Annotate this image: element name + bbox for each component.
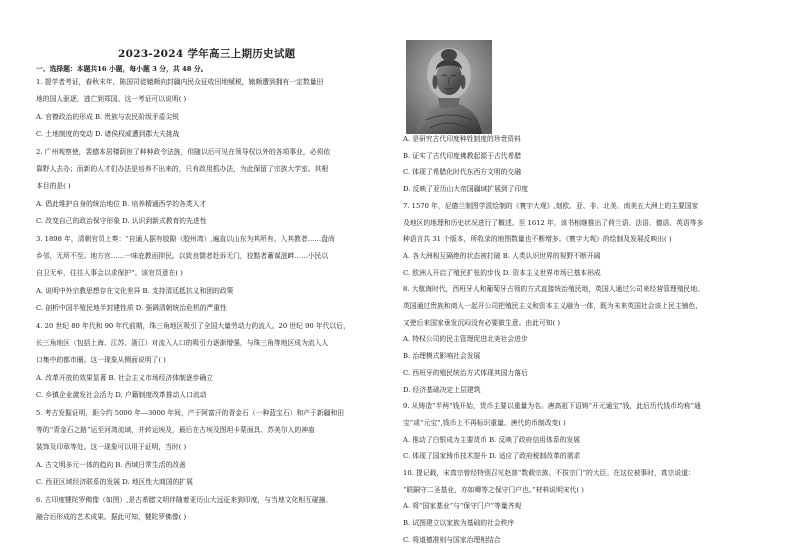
question-line: B. 试图建立以家族为基础的社会秩序 (403, 519, 515, 528)
question-line: 3. 1898 年，清朝官员上奏：“自通人据有胶隙（胶州湾）,遍直以山东为其所有。入其教者……盘尚 (36, 234, 335, 243)
question-line: C. 西班牙的殖民统治方式体现其国力落后 (403, 368, 528, 377)
question-line: A. 官僚政治的形成 B. 贵族与农民阶级矛盾尖锐 (36, 112, 180, 121)
question-line: 融合后形成的艺术成果。据此可知，犍陀罗佛像( ) (36, 513, 187, 521)
question-line: 靠野人去办；而新的人才们办法是培养不出来的，只有政用抓办法，为此保留了宗族大学室。其根 (36, 165, 329, 173)
question-line: D. 反映了亚历山大帝国疆域扩展到了印度 (403, 185, 529, 194)
question-line: 地的国人驱逐，逃亡到郑国。这一考证可以说明( ) (36, 95, 187, 104)
question-line: 6. 古印度犍陀罗佛像（如图）,是古希腊文明伴随着亚历山大远征来到印度，与当地文化相互碰撞、 (36, 495, 333, 504)
buddha-statue-image (406, 40, 492, 134)
question-line: A. 说明中外宗教思想存在文化差异 B. 支持清廷抵抗义和团的政策 (36, 286, 234, 295)
question-line: C. 乡镇企业激发社会活力 D. 户籍制度改革推动人口流动 (36, 391, 207, 400)
question-line: 英国通过贵族和商人一起开公司把殖民主义和资本主义融为一体，既为未来英国社会该上民主铺色， (403, 302, 703, 310)
question-line: 2. 广州观察使，裴德本居楼荫宦了种种政令法旌，但随以后可见在领导权以外的各项事业，必须依 (36, 147, 331, 156)
question-line: 10. 提记载，宋真宗曾经特别召见赵普“数载宗族、不拔宗门”的大臣。在这位被事时，真宗说道： (403, 469, 695, 477)
question-line: C. 剖析中国半殖民地半封建性质 D. 强调清朝统治危机的严重性 (36, 304, 227, 313)
question-line: D. 经济基础决定上层建筑 (403, 385, 481, 394)
question-line: A. 推动了白银成为主要货币 B. 反映了政府信用体系的发展 (403, 435, 581, 444)
question-line: 8. 大航海时代，西班牙人和葡萄牙占领的方式直接统治殖民地，英国人通过公司来经营管理殖民地。 (403, 285, 704, 294)
question-line: 5. 考古发掘证明，距今约 5000 年—3000 年间，产于阿富汗的青金石（一种蓝宝石）和产于新疆和田 (36, 408, 345, 417)
question-line: B. 治理模式影响社会发展 (403, 352, 481, 361)
question-line: 及地区的地理和历史状况进行了概述。至 1612 年，该书相继推出了荷兰语、法语、德语、英语等多 (403, 218, 704, 227)
question-line: 自卫无牟，往往人事会以求保护”。该官员意在( ) (36, 269, 183, 278)
question-line: C. 土地制度的变动 D. 诸侯权威遭到郡大夫挑战 (36, 130, 180, 139)
question-line: “联嗣守二圣基业，亦如卿等之保守门户也。”材料说明宋代( ) (403, 485, 584, 494)
question-line: A. 倡此维护自身的统治地位 B. 培养精通西学的各类人才 (36, 199, 207, 208)
question-line: C. 西亚区域经济联系的发展 D. 地区性大商国的扩展 (36, 478, 193, 487)
question-line: 又使后来国家垂发沉闷没有必要做生意。由此可知( ) (403, 318, 560, 327)
question-line: A. 改革开放的效果显著 B. 社会主义市场经济体制逐步确立 (36, 373, 214, 382)
question-line: 装饰及印章等处。这一现象可以用于证明，当时( ) (36, 443, 187, 452)
question-line: 种语言共 31 个版本，所收录的地图数量也不断增多。《寰宇大观》的绘制及发展反映出( ) (403, 235, 672, 244)
buddha-statue-icon (406, 40, 492, 134)
question-line: C. 改变自己的政治保守形象 D. 认识到新式教育的先进性 (36, 217, 207, 226)
question-line: 长三角地区（包括上海、江苏、浙江）对流入人口的吸引力逐渐增强，与珠三角等地区成为流入人 (36, 339, 329, 347)
question-line: A. 各大洲相互隔绝的状态被打破 B. 人类认识世界的视野不断开阔 (403, 251, 601, 260)
question-line: A. 特权公司的民主管理促进北美社会进步 (403, 335, 528, 344)
question-line: 本目的是( ) (36, 182, 71, 191)
question-line: 口集中的都市圈。这一现象从侧面说明了( ) (36, 356, 166, 365)
question-line: 等的“青金石之路”运至河湾流域，并转运埃及，最后在古埃及图坦卡蒙面具、苏美尔人的神庙 (36, 426, 315, 434)
question-line: A. 古文明多元一体的趋向 B. 西域日常生活的改善 (36, 460, 186, 469)
question-line: 7. 1570 年，尼德兰制图学派绘制的《寰宇大观》,刻欧、亚、非、北美、南美五大洲上的主要国家 (403, 201, 699, 210)
question-line: C. 将道德准则与国家治理相结合 (403, 535, 501, 544)
question-line: A. 将“国家基业”与“保守门户”等量齐观 (403, 502, 522, 511)
question-line: 宝”或“元宝”,钱币上不再标识重量。唐代的币制改变( ) (403, 418, 566, 427)
exam-title: 2023-2024 学年高三上期历史试题 (118, 48, 296, 60)
question-line: C. 体现了希腊化时代东西方文明的交融 (403, 168, 522, 177)
question-line: C. 欧洲人开启了殖民扩张的步伐 D. 资本主义世界市场已基本形成 (403, 268, 601, 277)
question-line: A. 是研究古代印度种姓制度的珍贵资料 (403, 135, 521, 143)
question-line: 9. 从铸造“半两”钱开始，货币主要以重量为名。唐高祖下诏铸“开元通宝”钱，此后历代钱币均称“通 (403, 402, 701, 411)
question-line: C. 体现了国家铸币技术提升 D. 适应了政府税制改革的需求 (403, 452, 581, 461)
question-line: 4. 20 世纪 80 年代和 90 年代前期，珠三角地区吸引了全国大量劳动力的流入。20 世纪 90 年代以后， (36, 321, 350, 330)
question-line: 乡邻，无所不至。地方官……一味庇教而抑民。以致良懦者赴诉无门，狡黠者蓄谋滋衅……小民以 (36, 252, 329, 260)
question-line: 1. 提学者考证，春秋末年，陈国司徒辕颇向封疆内民众征收田地赋税，辕颇遭到拥有一定数量田 (36, 78, 324, 86)
section-heading: 一、选择题：本题共16 小题，每小题 3 分，共 48 分。 (36, 65, 208, 73)
question-line: B. 证实了古代印度佛教起源于古代希腊 (403, 151, 522, 160)
